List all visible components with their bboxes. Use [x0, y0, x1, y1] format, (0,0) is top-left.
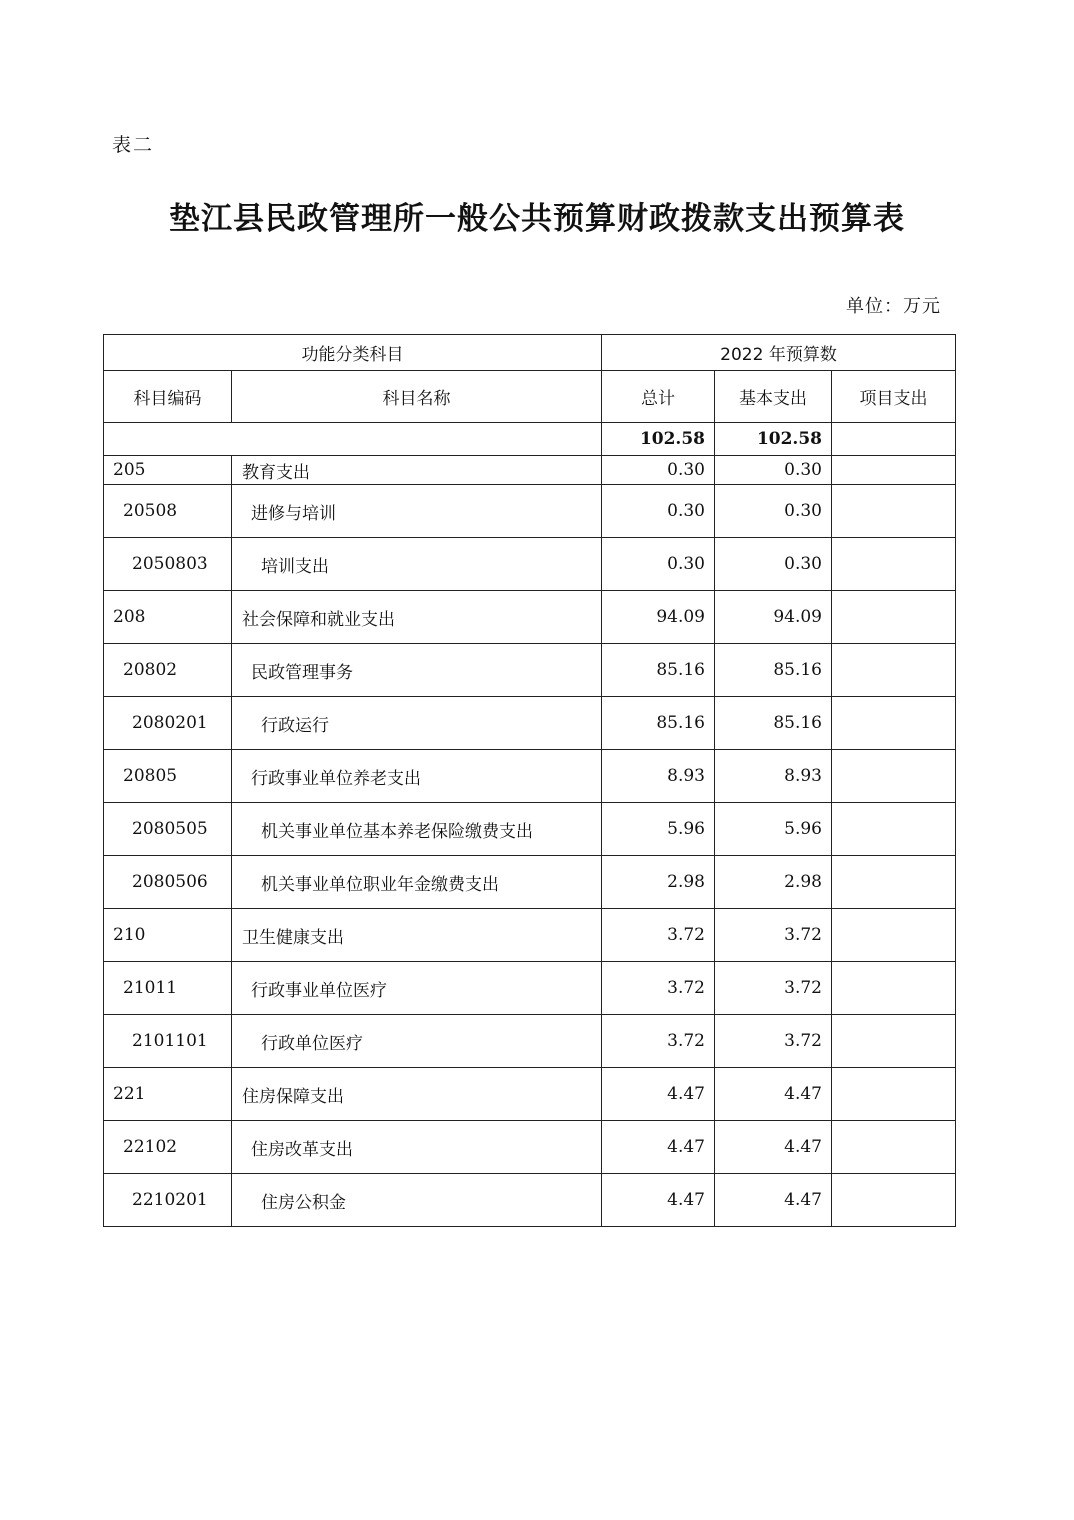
page-title: 垫江县民政管理所一般公共预算财政拨款支出预算表 [169, 201, 905, 237]
row-code: 205 [104, 456, 232, 485]
table-row [104, 591, 956, 644]
table-row [104, 962, 956, 1015]
row-project [832, 1068, 956, 1121]
row-code: 2080506 [104, 856, 232, 909]
table-row [104, 456, 956, 485]
row-basic: 0.30 [715, 456, 832, 485]
budget-table-body [104, 335, 956, 1227]
row-code: 210 [104, 909, 232, 962]
total-basic: 102.58 [715, 423, 832, 456]
row-basic: 4.47 [715, 1121, 832, 1174]
row-total: 4.47 [602, 1068, 715, 1121]
row-code: 22102 [104, 1121, 232, 1174]
header-row-group [104, 335, 956, 371]
row-project [832, 1015, 956, 1068]
row-total: 2.98 [602, 856, 715, 909]
row-name: 住房保障支出 [232, 1068, 602, 1121]
row-name: 住房公积金 [232, 1174, 602, 1227]
budget-table [103, 334, 956, 1227]
row-project [832, 538, 956, 591]
row-project [832, 697, 956, 750]
row-project [832, 1174, 956, 1227]
row-project [832, 803, 956, 856]
table-row [104, 1174, 956, 1227]
row-basic: 4.47 [715, 1174, 832, 1227]
row-total: 4.47 [602, 1174, 715, 1227]
row-code: 221 [104, 1068, 232, 1121]
row-project [832, 1121, 956, 1174]
row-total: 85.16 [602, 644, 715, 697]
row-name: 机关事业单位职业年金缴费支出 [232, 856, 602, 909]
table-row [104, 909, 956, 962]
header-row-columns [104, 371, 956, 423]
table-number-label: 表二 [112, 134, 155, 156]
row-total: 4.47 [602, 1121, 715, 1174]
row-basic: 0.30 [715, 538, 832, 591]
row-basic: 5.96 [715, 803, 832, 856]
row-name: 社会保障和就业支出 [232, 591, 602, 644]
row-name: 行政运行 [232, 697, 602, 750]
row-basic: 3.72 [715, 1015, 832, 1068]
row-code: 20805 [104, 750, 232, 803]
row-project [832, 644, 956, 697]
header-name: 科目名称 [232, 371, 602, 423]
table-row [104, 750, 956, 803]
row-project [832, 750, 956, 803]
row-total: 94.09 [602, 591, 715, 644]
row-total: 8.93 [602, 750, 715, 803]
row-basic: 3.72 [715, 909, 832, 962]
header-total: 总计 [602, 371, 715, 423]
unit-label: 单位：万元 [846, 296, 941, 317]
row-total: 5.96 [602, 803, 715, 856]
row-basic: 8.93 [715, 750, 832, 803]
header-project: 项目支出 [832, 371, 956, 423]
table-row [104, 1068, 956, 1121]
row-code: 2080201 [104, 697, 232, 750]
row-total: 3.72 [602, 1015, 715, 1068]
table-row [104, 485, 956, 538]
row-code: 208 [104, 591, 232, 644]
header-functional-classification: 功能分类科目 [104, 335, 602, 371]
total-row [104, 423, 956, 456]
row-code: 21011 [104, 962, 232, 1015]
row-project [832, 591, 956, 644]
row-project [832, 456, 956, 485]
row-name: 教育支出 [232, 456, 602, 485]
row-total: 3.72 [602, 962, 715, 1015]
total-label-cell [104, 423, 602, 456]
row-name: 行政单位医疗 [232, 1015, 602, 1068]
row-code: 2050803 [104, 538, 232, 591]
row-name: 机关事业单位基本养老保险缴费支出 [232, 803, 602, 856]
header-budget-year: 2022 年预算数 [602, 335, 956, 371]
row-project [832, 485, 956, 538]
row-name: 行政事业单位医疗 [232, 962, 602, 1015]
row-name: 住房改革支出 [232, 1121, 602, 1174]
row-total: 0.30 [602, 485, 715, 538]
row-total: 85.16 [602, 697, 715, 750]
table-row [104, 1015, 956, 1068]
row-code: 2080505 [104, 803, 232, 856]
total-project [832, 423, 956, 456]
table-row [104, 697, 956, 750]
row-basic: 94.09 [715, 591, 832, 644]
row-code: 2101101 [104, 1015, 232, 1068]
row-code: 20508 [104, 485, 232, 538]
row-basic: 3.72 [715, 962, 832, 1015]
header-basic: 基本支出 [715, 371, 832, 423]
header-code: 科目编码 [104, 371, 232, 423]
table-row [104, 856, 956, 909]
row-basic: 4.47 [715, 1068, 832, 1121]
row-basic: 2.98 [715, 856, 832, 909]
row-basic: 0.30 [715, 485, 832, 538]
table-row [104, 1121, 956, 1174]
row-name: 民政管理事务 [232, 644, 602, 697]
table-row [104, 538, 956, 591]
row-project [832, 856, 956, 909]
row-name: 卫生健康支出 [232, 909, 602, 962]
total-sum: 102.58 [602, 423, 715, 456]
row-total: 0.30 [602, 456, 715, 485]
table-row [104, 644, 956, 697]
row-basic: 85.16 [715, 697, 832, 750]
row-code: 2210201 [104, 1174, 232, 1227]
row-name: 培训支出 [232, 538, 602, 591]
row-total: 3.72 [602, 909, 715, 962]
row-project [832, 962, 956, 1015]
row-total: 0.30 [602, 538, 715, 591]
row-code: 20802 [104, 644, 232, 697]
row-name: 行政事业单位养老支出 [232, 750, 602, 803]
row-project [832, 909, 956, 962]
row-name: 进修与培训 [232, 485, 602, 538]
table-row [104, 803, 956, 856]
row-basic: 85.16 [715, 644, 832, 697]
